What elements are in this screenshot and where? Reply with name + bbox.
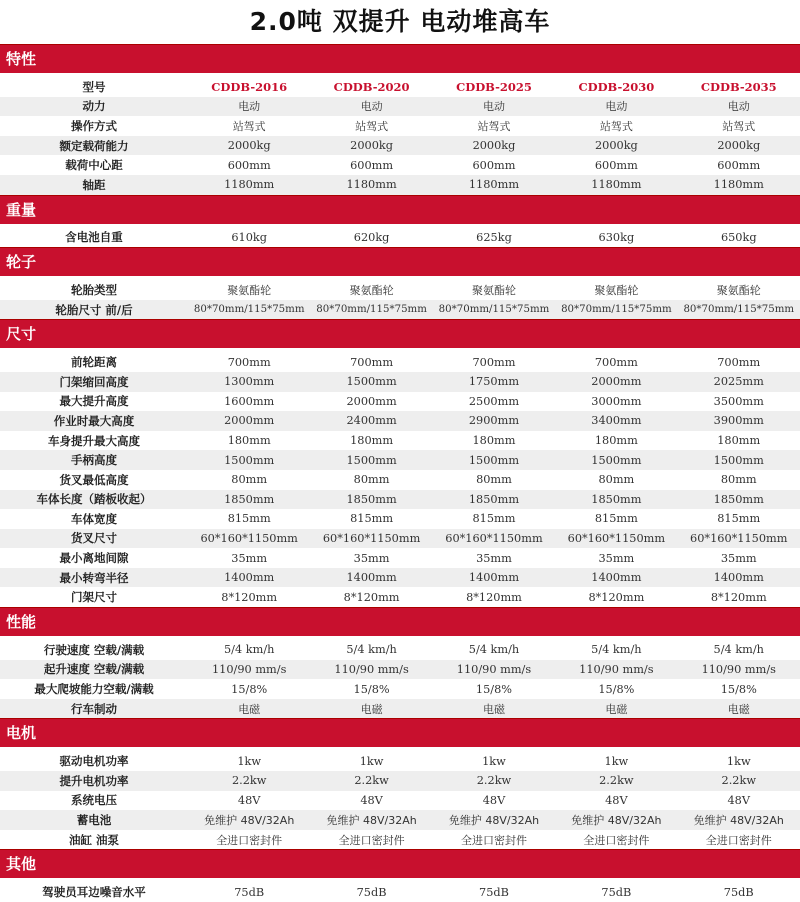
spec-value: 全进口密封件 <box>583 833 650 847</box>
spec-value: 站驾式 <box>599 119 633 133</box>
spec-value: 110/90 mm/s <box>579 662 654 676</box>
spec-label: 最小离地间隙 <box>59 551 129 566</box>
spec-row-self_weight <box>0 228 800 248</box>
spec-row-tire_type <box>0 280 800 300</box>
spec-value: CDDB-2035 <box>700 79 777 94</box>
spec-row-mast_size <box>0 587 800 607</box>
spec-row-gradeability <box>0 679 800 699</box>
spec-value: 电动 <box>360 100 383 114</box>
spec-label: 门架缩回高度 <box>59 374 129 389</box>
spec-value: 35mm <box>720 551 757 565</box>
spec-label: 手柄高度 <box>71 453 117 468</box>
spec-row-length <box>0 490 800 510</box>
spec-label: 作业时最大高度 <box>53 413 135 428</box>
section-header-performance: 性能 <box>0 607 800 636</box>
spec-value: 1400mm <box>224 571 275 585</box>
spec-label: 轮胎类型 <box>71 282 117 297</box>
spec-value: 全进口密封件 <box>216 833 283 847</box>
spec-row-noise <box>0 882 800 902</box>
spec-value: 站驾式 <box>355 119 389 133</box>
spec-row-brake <box>0 699 800 719</box>
spec-value: CDDB-2020 <box>333 79 410 94</box>
spec-value: 电磁 <box>727 702 750 716</box>
section-header-dimensions: 尺寸 <box>0 319 800 348</box>
spec-value: 60*160*1150mm <box>567 531 666 545</box>
spec-value: 180mm <box>594 434 638 448</box>
spec-value: 700mm <box>717 355 761 369</box>
spec-row-front_tread <box>0 352 800 372</box>
spec-row-power <box>0 97 800 117</box>
spec-label: 车身提升最大高度 <box>48 433 140 448</box>
spec-value: 免维护 48V/32Ah <box>326 814 417 828</box>
spec-value: 5/4 km/h <box>713 643 764 657</box>
spec-value: 600mm <box>350 158 394 172</box>
spec-value: 3500mm <box>713 394 764 408</box>
spec-value: 2000kg <box>717 139 761 153</box>
spec-value: 1850mm <box>713 492 764 506</box>
spec-value: 免维护 48V/32Ah <box>571 814 662 828</box>
spec-value: 650kg <box>720 230 757 244</box>
spec-label: 含电池自重 <box>65 230 123 245</box>
spec-value: 2025mm <box>713 375 764 389</box>
spec-row-max_work_height <box>0 411 800 431</box>
spec-value: 600mm <box>717 158 761 172</box>
spec-value: 2900mm <box>468 414 520 428</box>
spec-value: 免维护 48V/32Ah <box>448 814 540 828</box>
spec-value: 80mm <box>353 473 390 487</box>
spec-value: 1kw <box>482 754 506 768</box>
spec-value: 电动 <box>482 100 505 114</box>
spec-value: 60*160*1150mm <box>322 531 421 545</box>
spec-value: 1180mm <box>346 178 397 192</box>
spec-value: 2.2kw <box>231 774 267 788</box>
spec-label: 轮胎尺寸 前/后 <box>55 302 133 317</box>
spec-label: 轴距 <box>82 177 106 192</box>
spec-value: 5/4 km/h <box>468 643 520 657</box>
spec-value: 5/4 km/h <box>591 643 642 657</box>
spec-value: 1kw <box>726 754 751 768</box>
spec-value: 5/4 km/h <box>223 643 275 657</box>
spec-value: 电磁 <box>605 702 628 716</box>
spec-label: 最大爬坡能力空载/满载 <box>34 682 154 697</box>
spec-value: 75dB <box>723 885 754 899</box>
spec-value: 2400mm <box>346 414 397 428</box>
spec-value: CDDB-2016 <box>211 79 288 94</box>
spec-row-model <box>0 77 800 97</box>
spec-value: 815mm <box>594 512 638 526</box>
spec-value: 1400mm <box>591 571 642 585</box>
spec-label: 操作方式 <box>71 118 117 133</box>
spec-value: 75dB <box>356 885 387 899</box>
spec-value: 聚氨酯轮 <box>716 283 761 297</box>
spec-row-cylinder_pump <box>0 830 800 850</box>
spec-value: 2000kg <box>350 139 393 153</box>
spec-value: 80mm <box>476 473 512 487</box>
spec-row-mast_lowered <box>0 372 800 392</box>
spec-value: 110/90 mm/s <box>456 662 532 676</box>
spec-value: 1400mm <box>468 571 520 585</box>
spec-label: 车体长度（踏板收起） <box>36 492 152 507</box>
spec-label: 行驶速度 空载/满载 <box>43 642 145 657</box>
spec-value: 15/8% <box>353 682 390 696</box>
spec-value: 聚氨酯轮 <box>471 283 516 297</box>
spec-value: 电磁 <box>238 702 261 716</box>
spec-row-handle_height <box>0 450 800 470</box>
spec-value: 1850mm <box>591 492 642 506</box>
spec-value: 1500mm <box>591 453 642 467</box>
spec-value: 1500mm <box>346 453 397 467</box>
spec-value: 600mm <box>594 158 638 172</box>
spec-value: 2000kg <box>227 139 271 153</box>
section-header-weight: 重量 <box>0 195 800 224</box>
spec-row-turning_radius <box>0 568 800 588</box>
spec-value: 全进口密封件 <box>705 833 772 847</box>
spec-row-battery <box>0 810 800 830</box>
spec-label: 载荷中心距 <box>65 158 123 173</box>
spec-value: 2.2kw <box>599 774 634 788</box>
spec-label: 行车制动 <box>71 701 117 716</box>
spec-value: 48V <box>482 793 506 807</box>
spec-row-capacity <box>0 136 800 156</box>
spec-value: 60*160*1150mm <box>445 531 543 545</box>
spec-value: 2000mm <box>224 414 275 428</box>
spec-label: 型号 <box>82 79 106 94</box>
spec-value: 75dB <box>234 885 265 899</box>
spec-value: 全进口密封件 <box>460 833 527 847</box>
spec-value: 60*160*1150mm <box>200 531 298 545</box>
spec-value: 80mm <box>231 473 268 487</box>
spec-label: 货叉尺寸 <box>71 531 117 546</box>
spec-value: 2000mm <box>346 394 397 408</box>
spec-value: 1180mm <box>224 178 275 192</box>
page-title: 2.0吨 双提升 电动堆高车 <box>249 7 551 36</box>
spec-value: 1500mm <box>468 453 520 467</box>
spec-value: 2000kg <box>594 139 638 153</box>
spec-value: 630kg <box>598 230 635 244</box>
spec-value: 1kw <box>359 754 384 768</box>
spec-value: 1500mm <box>224 453 275 467</box>
spec-row-lift_motor <box>0 771 800 791</box>
spec-value: 815mm <box>717 512 761 526</box>
spec-row-operation <box>0 116 800 136</box>
spec-value: 2000kg <box>472 139 516 153</box>
spec-row-tire_size <box>0 300 800 320</box>
spec-row-drive_motor <box>0 751 800 771</box>
spec-label: 蓄电池 <box>76 813 112 828</box>
spec-table <box>0 44 800 902</box>
spec-value: 全进口密封件 <box>338 833 405 847</box>
spec-value: 35mm <box>598 551 635 565</box>
spec-label: 最大提升高度 <box>59 394 129 409</box>
spec-value: 620kg <box>353 230 390 244</box>
spec-value: 35mm <box>476 551 512 565</box>
spec-value: 60*160*1150mm <box>690 531 788 545</box>
spec-row-wheelbase <box>0 175 800 195</box>
spec-value: 815mm <box>350 512 394 526</box>
spec-row-travel_speed <box>0 640 800 660</box>
spec-value: 电磁 <box>482 702 505 716</box>
spec-label: 系统电压 <box>71 793 117 808</box>
spec-value: 站驾式 <box>722 119 756 133</box>
spec-value: 75dB <box>479 885 509 899</box>
spec-value: 110/90 mm/s <box>334 662 409 676</box>
spec-value: 1kw <box>237 754 262 768</box>
spec-row-ground_clearance <box>0 548 800 568</box>
section-header-other: 其他 <box>0 849 800 878</box>
spec-value: 80mm <box>598 473 635 487</box>
spec-value: 80*70mm/115*75mm <box>438 304 550 316</box>
spec-label: 动力 <box>82 99 106 114</box>
spec-label: 前轮距离 <box>71 355 117 370</box>
section-header-features: 特性 <box>0 44 800 73</box>
spec-value: 815mm <box>227 512 271 526</box>
spec-value: 110/90 mm/s <box>212 662 287 676</box>
spec-row-free_lift <box>0 431 800 451</box>
spec-value: 1850mm <box>224 492 275 506</box>
spec-row-lift_speed <box>0 660 800 680</box>
spec-row-width <box>0 509 800 529</box>
spec-value: 48V <box>237 793 261 807</box>
spec-value: CDDB-2025 <box>456 79 532 94</box>
spec-value: 1kw <box>604 754 629 768</box>
spec-value: 2000mm <box>591 375 642 389</box>
spec-value: 80mm <box>720 473 757 487</box>
spec-value: 700mm <box>227 355 271 369</box>
spec-value: 600mm <box>227 158 271 172</box>
spec-value: 48V <box>727 793 751 807</box>
spec-value: 免维护 48V/32Ah <box>693 814 784 828</box>
spec-value: 15/8% <box>231 682 268 696</box>
spec-row-fork_size <box>0 529 800 549</box>
spec-value: 免维护 48V/32Ah <box>204 814 295 828</box>
spec-value: 站驾式 <box>232 119 266 133</box>
spec-value: 35mm <box>353 551 390 565</box>
spec-value: 8*120mm <box>466 590 522 604</box>
spec-value: 聚氨酯轮 <box>349 283 394 297</box>
spec-label: 货叉最低高度 <box>59 472 129 487</box>
spec-value: 600mm <box>472 158 516 172</box>
spec-value: 1850mm <box>346 492 397 506</box>
spec-value: 1180mm <box>468 178 520 192</box>
spec-value: 电动 <box>238 100 261 114</box>
spec-value: 625kg <box>476 230 512 244</box>
spec-value: 15/8% <box>720 682 757 696</box>
spec-value: 80*70mm/115*75mm <box>683 304 795 316</box>
spec-label: 额定载荷能力 <box>59 138 129 153</box>
spec-value: 3900mm <box>713 414 764 428</box>
spec-row-load_center <box>0 155 800 175</box>
spec-value: 1850mm <box>468 492 520 506</box>
spec-value: 聚氨酯轮 <box>594 283 639 297</box>
spec-value: 700mm <box>350 355 394 369</box>
spec-value: 聚氨酯轮 <box>227 283 272 297</box>
spec-value: 15/8% <box>475 682 513 696</box>
spec-value: CDDB-2030 <box>578 79 655 94</box>
spec-value: 2.2kw <box>476 774 512 788</box>
spec-value: 700mm <box>594 355 638 369</box>
spec-value: 180mm <box>227 434 271 448</box>
spec-value: 2.2kw <box>354 774 389 788</box>
spec-value: 110/90 mm/s <box>701 662 776 676</box>
spec-row-fork_min_height <box>0 470 800 490</box>
section-header-motor: 电机 <box>0 718 800 747</box>
spec-value: 35mm <box>231 551 268 565</box>
spec-value: 1180mm <box>713 178 764 192</box>
spec-value: 80*70mm/115*75mm <box>316 304 427 316</box>
spec-value: 1500mm <box>346 375 397 389</box>
spec-value: 180mm <box>350 434 394 448</box>
spec-value: 80*70mm/115*75mm <box>561 304 672 316</box>
spec-label: 门架尺寸 <box>71 590 117 605</box>
spec-value: 610kg <box>231 230 268 244</box>
spec-value: 180mm <box>717 434 761 448</box>
spec-value: 8*120mm <box>343 590 400 604</box>
spec-value: 站驾式 <box>477 119 511 133</box>
section-header-wheels: 轮子 <box>0 247 800 276</box>
spec-value: 1400mm <box>346 571 397 585</box>
spec-label: 提升电机功率 <box>59 773 129 788</box>
spec-value: 80*70mm/115*75mm <box>193 304 305 316</box>
spec-value: 815mm <box>472 512 516 526</box>
spec-label: 油缸 油泵 <box>68 832 119 847</box>
spec-value: 1300mm <box>224 375 275 389</box>
spec-value: 3400mm <box>591 414 642 428</box>
spec-value: 电磁 <box>360 702 383 716</box>
spec-value: 700mm <box>472 355 516 369</box>
spec-value: 1750mm <box>468 375 520 389</box>
spec-value: 8*120mm <box>221 590 278 604</box>
spec-row-max_lift <box>0 392 800 412</box>
spec-value: 电动 <box>605 100 628 114</box>
spec-value: 电动 <box>727 100 750 114</box>
spec-value: 3000mm <box>591 394 642 408</box>
spec-value: 180mm <box>472 434 516 448</box>
spec-label: 驾驶员耳边噪音水平 <box>42 885 146 900</box>
spec-value: 8*120mm <box>710 590 767 604</box>
spec-value: 1600mm <box>224 394 275 408</box>
spec-label: 车体宽度 <box>71 511 117 526</box>
spec-value: 48V <box>360 793 383 807</box>
spec-value: 48V <box>605 793 628 807</box>
spec-value: 2.2kw <box>721 774 756 788</box>
spec-label: 最小转弯半径 <box>59 570 129 585</box>
spec-value: 2500mm <box>468 394 520 408</box>
spec-value: 15/8% <box>598 682 635 696</box>
spec-row-voltage <box>0 791 800 811</box>
spec-value: 75dB <box>601 885 632 899</box>
spec-value: 8*120mm <box>588 590 645 604</box>
spec-value: 5/4 km/h <box>346 643 397 657</box>
spec-label: 起升速度 空载/满载 <box>43 662 145 677</box>
spec-label: 驱动电机功率 <box>59 754 129 769</box>
spec-value: 1400mm <box>713 571 764 585</box>
spec-value: 1500mm <box>713 453 764 467</box>
spec-value: 1180mm <box>591 178 642 192</box>
